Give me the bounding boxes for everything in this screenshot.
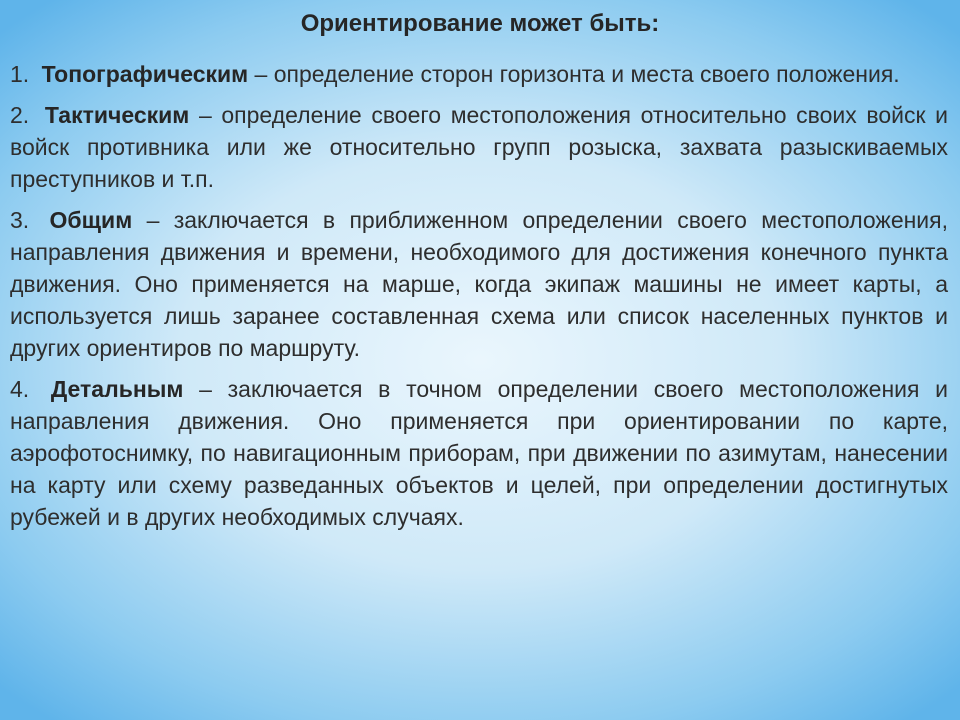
content-body xyxy=(10,58,948,542)
list-item-tactical xyxy=(10,99,948,195)
item-number: 2. xyxy=(10,102,30,128)
item-term: Тактическим xyxy=(44,102,190,128)
item-text: – определение сторон горизонта и места своего положения. xyxy=(254,61,900,87)
item-number: 3. xyxy=(10,207,30,233)
item-text: – определение своего местоположения относительно своих войск и войск противника или же относительно групп розыска, захвата разыскиваемых преступников и т.п. xyxy=(10,102,949,192)
list-item-topographic xyxy=(10,58,948,90)
item-term: Общим xyxy=(49,207,133,233)
item-text: – заключается в приближенном определении своего местоположения, направления движения и времени, необходимого для достижения конечного пункта движения. Оно применяется на марше, когда экипаж машины не имеет карты, а используется лишь заранее составленная схема или список населенных пунктов и других ориентиров по маршруту. xyxy=(10,207,949,361)
item-number: 4. xyxy=(10,376,30,402)
item-number: 1. xyxy=(10,61,30,87)
slide-title: Ориентирование может быть: xyxy=(300,10,660,37)
list-item-detailed xyxy=(10,373,948,533)
list-item-general xyxy=(10,204,948,364)
item-term: Топографическим xyxy=(41,61,249,87)
item-text: – заключается в точном определении своего местоположения и направления движения. Оно применяется при ориентировании по карте, аэрофотоснимку, по навигационным приборам, при движении по азимутам, нанесении на карту или схему разведанных объектов и целей, при определении достигнутых рубежей и в других необходимых случаях. xyxy=(10,376,948,530)
item-term: Детальным xyxy=(50,376,184,402)
